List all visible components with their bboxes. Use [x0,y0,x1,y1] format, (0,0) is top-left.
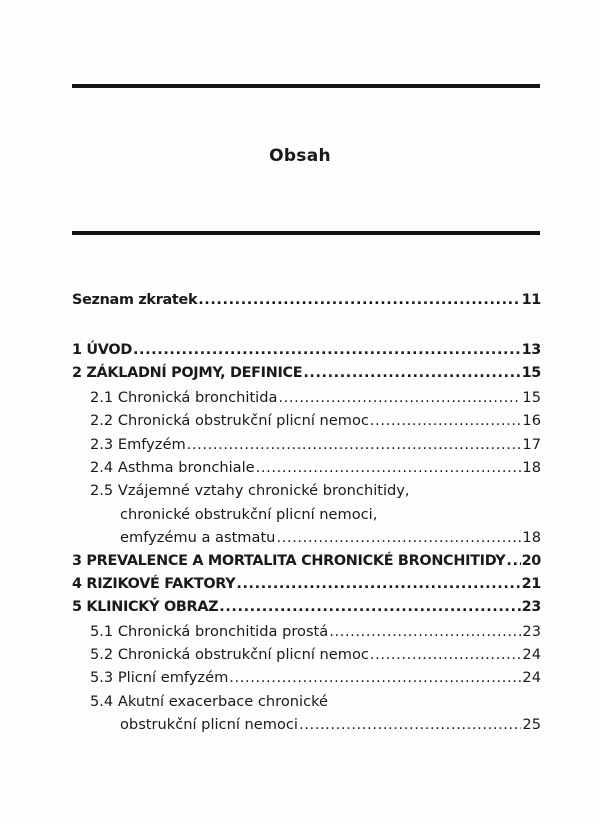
toc-entry-page: 23 [521,599,541,616]
toc-entry-label: 5.3 Plicní emfyzém [90,669,229,687]
toc-entry-label: emfyzému a astmatu [120,529,276,547]
toc-entry [72,666,541,689]
toc-entry [72,643,541,666]
dot-leader [276,526,521,549]
toc-entry-label: Seznam zkratek [72,292,198,308]
toc-entry-page: 17 [522,435,541,453]
toc-entry-label: 2.5 Vzájemné vztahy chronické bronchitidy, [90,482,410,500]
toc-entry [72,596,541,619]
toc-entry-page: 23 [522,622,541,640]
toc-entry-label: 5.2 Chronická obstrukční plicní nemoc [90,646,369,664]
toc-entry-page: 24 [522,646,541,664]
top-rule [72,84,540,88]
toc-entry-label: 5.1 Chronická bronchitida prostá [90,622,329,640]
toc-entry-page: 25 [522,716,541,734]
toc-entry [72,713,541,736]
dot-leader [198,289,520,312]
toc-entry [72,573,541,596]
toc-entry-label: 5.4 Akutní exacerbace chronické [90,692,329,710]
toc-entry [72,386,541,409]
dot-leader [229,666,521,689]
toc-entry-label: 2.1 Chronická bronchitida [90,388,278,406]
toc-entry-label: 4 RIZIKOVÉ FAKTORY [72,575,236,592]
toc-entry-page: 21 [521,575,541,592]
toc-entry-label: 2.2 Chronická obstrukční plicní nemoc [90,412,369,430]
dot-leader [506,550,520,573]
toc-entry [72,289,541,312]
dot-leader [133,339,521,362]
toc-entry-page: 15 [522,388,541,406]
toc-entry-label: 3 PREVALENCE A MORTALITA CHRONICKÉ BRONCHITIDY [72,552,506,569]
toc-entry-label: 5 KLINICKÝ OBRAZ [72,599,219,616]
bottom-rule [72,231,540,235]
toc-entry-page: 16 [522,412,541,430]
dot-leader [329,620,521,643]
toc-entry [72,550,541,573]
toc-entry [72,409,541,432]
dot-leader [236,573,520,596]
toc-entry [72,479,541,502]
dot-leader [303,362,520,385]
toc-entry [72,456,541,479]
dot-leader [256,456,522,479]
toc-entry-page: 18 [522,458,541,476]
toc-entry-page: 15 [521,365,541,382]
dot-leader [370,643,522,666]
page-title: Obsah [269,146,331,166]
toc-entry-label: 1 ÚVOD [72,341,132,358]
dot-leader [370,409,522,432]
toc-entry-page: 20 [521,552,541,569]
dot-leader [299,713,521,736]
toc-entry [72,526,541,549]
toc-entry-label: 2.4 Asthma bronchiale [90,458,255,476]
toc-entry-page: 11 [521,292,541,308]
toc-entry-label: 2.3 Emfyzém [90,435,186,453]
toc-entry [72,620,541,643]
toc-entry [72,690,541,713]
toc-entry-page: 18 [522,529,541,547]
toc-entry-label: chronické obstrukční plicní nemoci, [120,505,378,523]
dot-leader [219,596,520,619]
toc-entry-page: 24 [522,669,541,687]
toc-entry [72,433,541,456]
dot-leader [187,433,522,456]
toc-entry-label: 2 ZÁKLADNÍ POJMY, DEFINICE [72,365,303,382]
dot-leader [278,386,521,409]
toc-entry [72,503,541,526]
toc-entry-page: 13 [521,341,541,358]
toc-entry-label: obstrukční plicní nemoci [120,716,298,734]
toc-entry [72,339,541,362]
toc-entry [72,362,541,385]
table-of-contents [72,289,541,737]
